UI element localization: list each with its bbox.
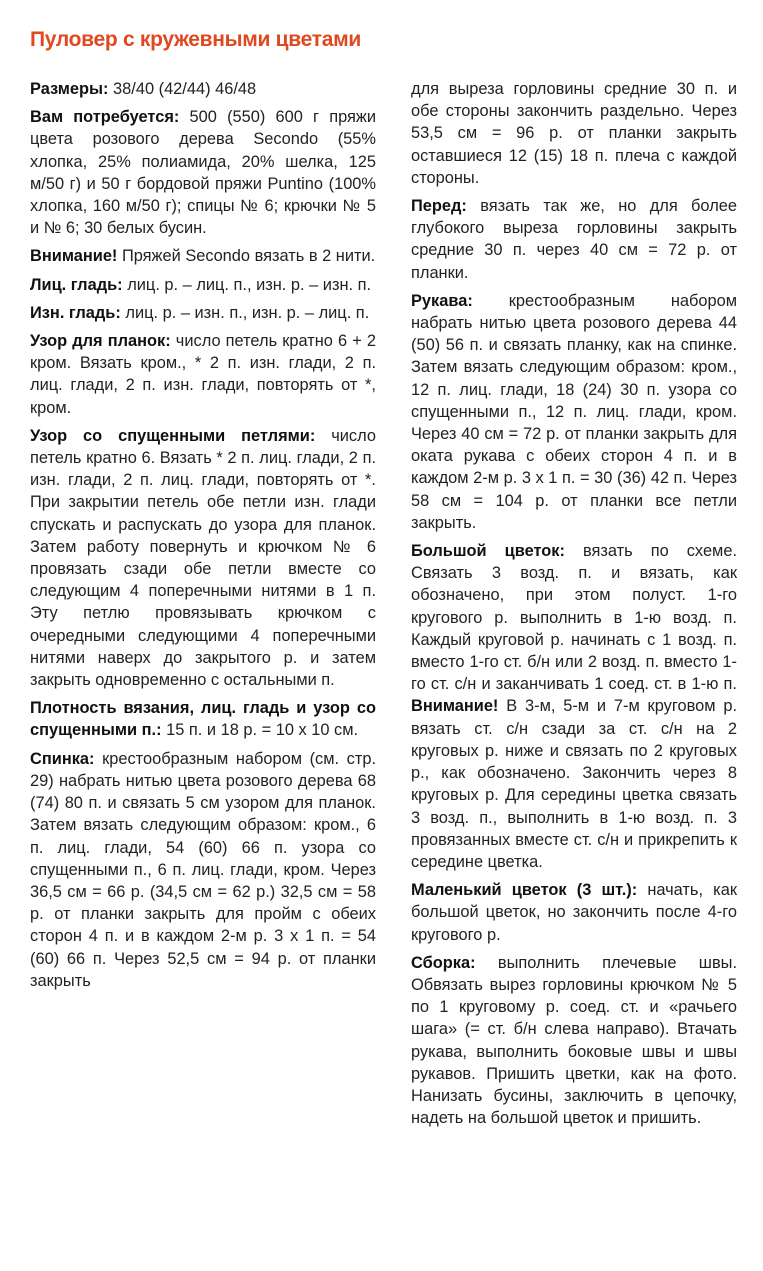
paragraph-sizes: Размеры: 38/40 (42/44) 46/48 bbox=[30, 80, 257, 98]
paragraph-assembly: Сборка: выполнить плечевые швы. Обвязать вырез горловины крючком № 5 по 1 круговому р. соед. ст. и «рачьего шага» (= ст. б/н слева направо). Втачать рукава, выполнить боковые швы и швы рукавов. Пришить цветки, как на фото. Нанизать бусины, заключить в цепочку, надеть на большой цветок и пришить. bbox=[411, 953, 737, 1128]
paragraph-back: Спинка: крестообразным набором (см. стр. 29) набрать нитью цвета розового дерева 68 (74) 80 п. и связать 5 см узором для планок. Затем вязать следующим образом: кром., 6 п. лиц. глади, 54 (60) 66 п. узора со спущенными п., 6 п. лиц. глади, кром. Через 36,5 см = 66 р. (34,5 см = 62 р.) 32,5 см = 58 р. от планки закрыть для пройм с обеих сторон 4 п. и в каждом 2-м р. 3 x 1 п. = 54 (60) 66 п. Через 52,5 см = 94 р. от планки закрыть bbox=[30, 749, 376, 990]
paragraph-gauge: Плотность вязания, лиц. гладь и узор со спущенными п.: 15 п. и 18 р. = 10 x 10 см. bbox=[30, 699, 376, 740]
paragraph-materials: Вам потребуется: 500 (550) 600 г пряжи цвета розового дерева Secondo (55% хлопка, 25% полиамида, 20% шелка, 125 м/50 г) и 50 г бордовой пряжи Puntino (100% хлопка, 160 м/50 г); спицы № 6; крючки № 5 и № 6; 30 белых бусин. bbox=[30, 108, 376, 238]
paragraph-band-pattern: Узор для планок: число петель кратно 6 + 2 кром. Вязать кром., * 2 п. изн. глади, 2 п. лиц. глади, 2 п. изн. глади, повторять от *, кром. bbox=[30, 332, 376, 417]
paragraph-small-flower: Маленький цветок (3 шт.): начать, как большой цветок, но закончить после 4-го кругового р. bbox=[411, 881, 737, 944]
paragraph-sleeves: Рукава: крестообразным набором набрать нитью цвета розового дерева 44 (50) 56 п. и связать планку, как на спинке. Затем вязать следующим образом: кром., 12 п. лиц. глади, 18 (24) 30 п. узора со спущенными п., 12 п. лиц. глади, кром. Через 40 см = 72 р. от планки закрыть для оката рукава с обеих сторон 4 п. и в каждом 2-м р. 3 x 1 п. = 30 (36) 42 п. Через 58 см = 104 р. от планки все петли закрыть. bbox=[411, 291, 737, 532]
right-column bbox=[411, 78, 737, 1135]
paragraph-large-flower: Большой цветок: вязать по схеме. Связать 3 возд. п. и вязать, как обозначено, при этом полуст. 1-го кругового р. выполнить в 1-ю возд. п. Каждый круговой р. начинать с 1 возд. п. вместо 1-го ст. б/н или 2 возд. п. вместо 1-го ст. с/н и заканчивать 1 соед. ст. в 1-ю п. Внимание! В 3-м, 5-м и 7-м круговом р. вязать ст. с/н сзади за ст. с/н на 2 круговых р. ниже и связать по 2 круговых р., как обозначено. Закончить через 8 круговых р. Для середины цветка связать 3 возд. п., выполнить в 1-ю возд. п. 3 провязанных вместе ст. с/н и прикрепить к середине цветка. bbox=[411, 542, 737, 871]
paragraph-reverse-stockinette: Изн. гладь: лиц. р. – изн. п., изн. р. – лиц. п. bbox=[30, 303, 370, 322]
paragraph-stockinette: Лиц. гладь: лиц. р. – лиц. п., изн. р. – изн. п. bbox=[30, 275, 372, 294]
paragraph-front: Перед: вязать так же, но для более глубокого выреза горловины закрыть средние 30 п. через 40 см = 72 р. от планки. bbox=[411, 197, 737, 282]
page-title: Пуловер с кружевными цветами bbox=[30, 28, 361, 51]
left-column bbox=[30, 78, 376, 998]
paragraph-attention: Внимание! Пряжей Secondo вязать в 2 нити. bbox=[30, 247, 376, 266]
paragraph-dropped-stitch-pattern: Узор со спущенными петлями: число петель кратно 6. Вязать * 2 п. лиц. глади, 2 п. изн. глади, 2 п. лиц. глади, повторять от *. При закрытии петель обе петли изн. глади спускать и распускать до узора для планок. Затем работу повернуть и крючком № 6 провязать сзади обе петли вместе со следующим 4 поперечными нитями в 1 п. Эту петлю провязывать крючком с очередными следующими 4 поперечными нитями наверх до закрытого р. и затем закрыть одновременно с остальными п. bbox=[30, 426, 376, 690]
paragraph-back-continued: для выреза горловины средние 30 п. и обе стороны закончить раздельно. Через 53,5 см = 96 р. от планки закрыть оставшиеся 12 (15) 18 п. плеча с каждой стороны. bbox=[411, 80, 737, 187]
